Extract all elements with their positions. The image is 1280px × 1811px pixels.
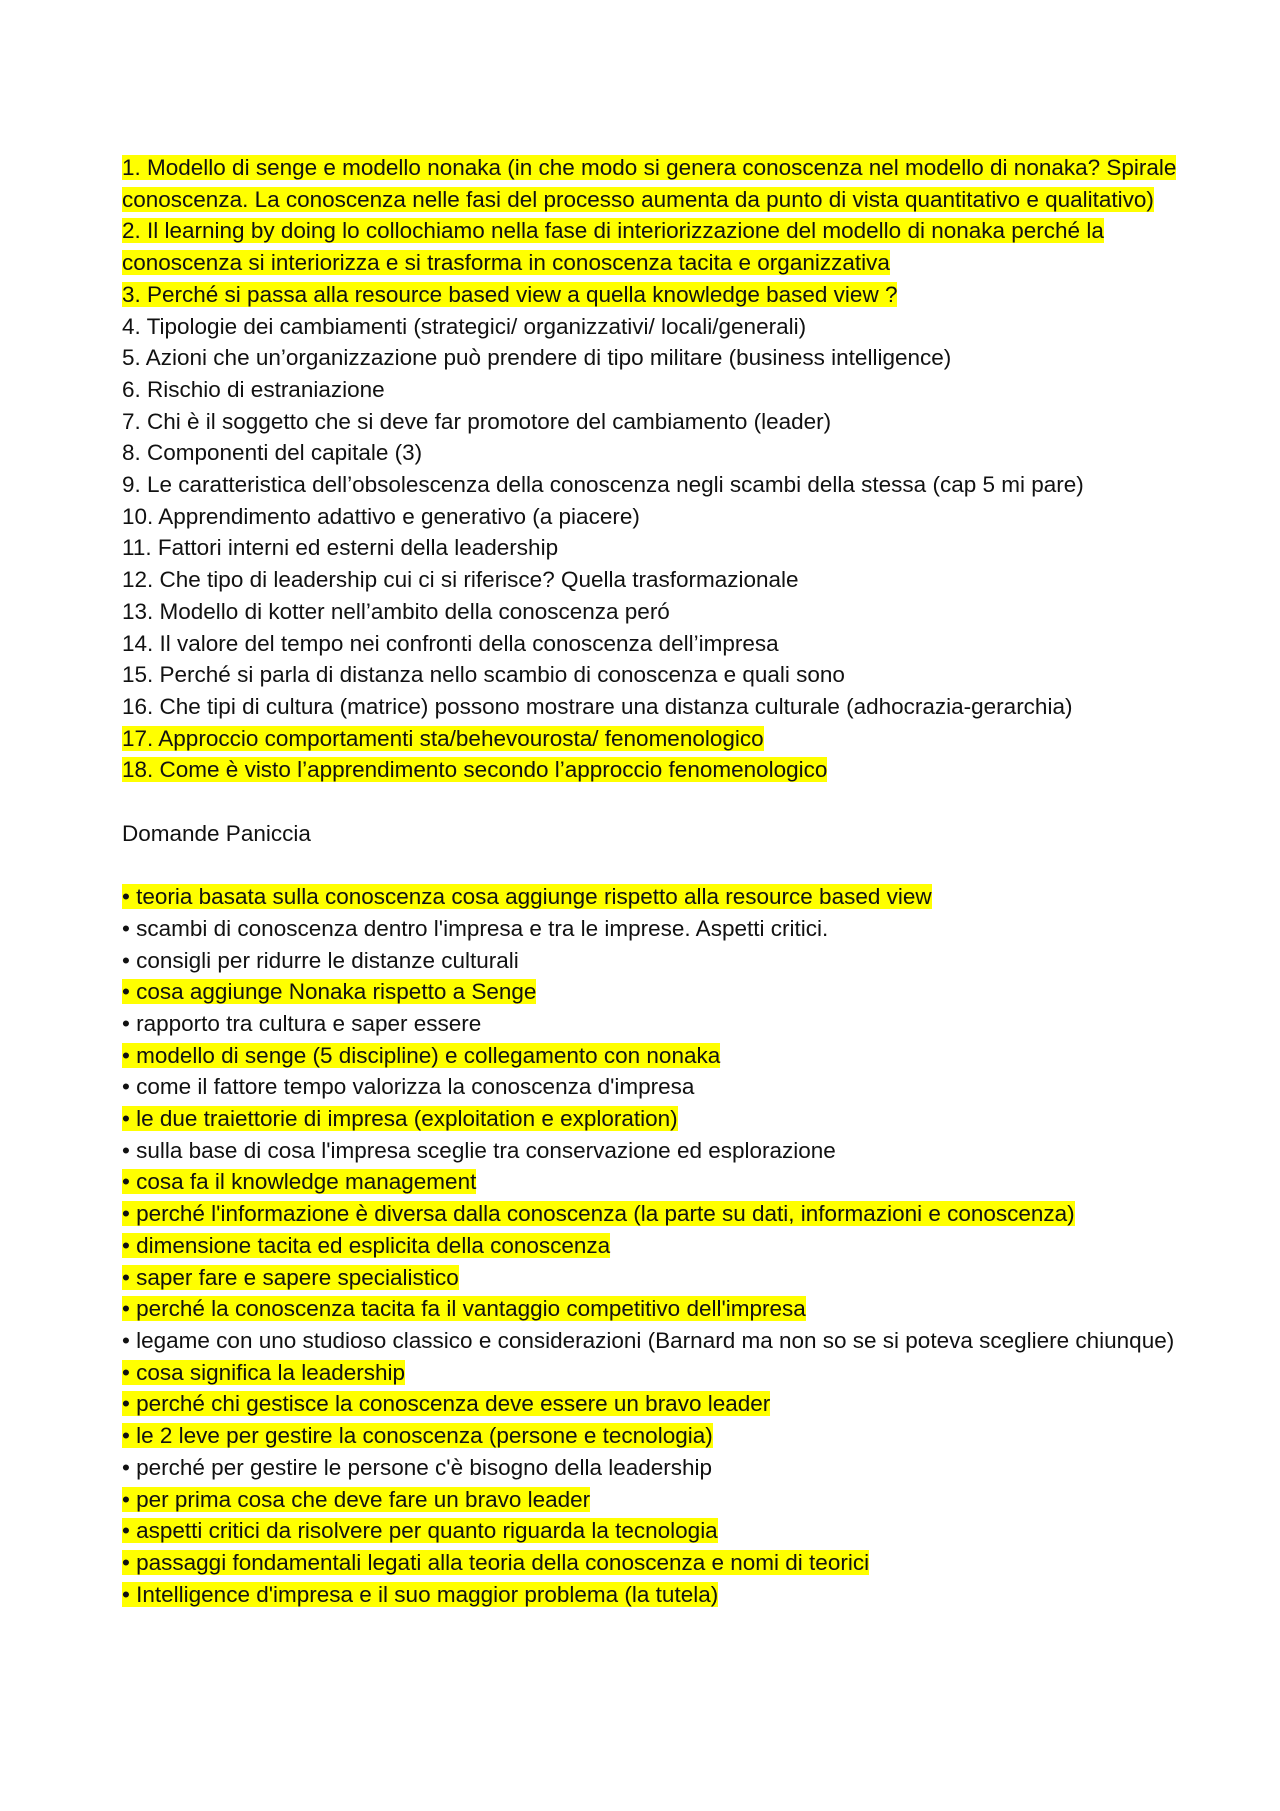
document-page [122,152,1182,1610]
list-item-text: 8. Componenti del capitale (3) [122,440,423,466]
list-item-text: 9. Le caratteristica dell’obsolescenza della conoscenza negli scambi della stessa (cap 5 mi pare) [122,472,1084,498]
list-item [122,564,1182,596]
list-item-text: 14. Il valore del tempo nei confronti della conoscenza dell’impresa [122,630,779,656]
list-item-text: • aspetti critici da risolvere per quanto riguarda la tecnologia [122,1518,718,1544]
list-item [122,1262,1182,1294]
list-item-text: • Intelligence d'impresa e il suo maggior problema (la tutela) [122,1581,719,1607]
list-item-text: • le due traiettorie di impresa (exploitation e exploration) [122,1106,678,1132]
paragraph-spacer [122,786,1182,818]
list-item [122,691,1182,723]
paragraph-spacer [122,849,1182,881]
list-item-text: 18. Come è visto l’apprendimento secondo l’approccio fenomenologico [122,757,828,783]
list-item [122,152,1182,215]
list-item [122,1452,1182,1484]
list-item [122,406,1182,438]
list-item-text: • dimensione tacita ed esplicita della conoscenza [122,1232,611,1258]
list-item-text: 16. Che tipi di cultura (matrice) possono mostrare una distanza culturale (adhocrazia-gerarchia) [122,693,1073,719]
list-item-text: 1. Modello di senge e modello nonaka (in che modo si genera conoscenza nel modello di nonaka? Spirale conoscenza. La conoscenza nelle fasi del processo aumenta da punto di vista quantitativo e qualitativo) [122,155,1177,212]
list-item [122,1135,1182,1167]
list-item [122,976,1182,1008]
list-item-text: 4. Tipologie dei cambiamenti (strategici/ organizzativi/ locali/generali) [122,313,807,339]
list-item [122,532,1182,564]
list-item [122,1008,1182,1040]
list-item-text: • perché la conoscenza tacita fa il vantaggio competitivo dell'impresa [122,1296,806,1322]
list-item [122,1166,1182,1198]
list-item-text: • cosa fa il knowledge management [122,1169,477,1195]
section-title: Domande Paniccia [122,820,311,846]
list-item-text: 2. Il learning by doing lo collochiamo nella fase di interiorizzazione del modello di nonaka perché la conoscenza si interiorizza e si trasforma in conoscenza tacita e organizzativa [122,218,1104,276]
list-item [122,1484,1182,1516]
list-item [122,1388,1182,1420]
list-item [122,659,1182,691]
list-item-text: 10. Apprendimento adattivo e generativo (a piacere) [122,503,640,529]
list-item [122,881,1182,913]
list-item-text: 5. Azioni che un’organizzazione può prendere di tipo militare (business intelligence) [122,345,952,371]
list-item [122,501,1182,533]
list-item-text: 7. Chi è il soggetto che si deve far promotore del cambiamento (leader) [122,408,832,434]
list-item [122,596,1182,628]
list-item [122,1230,1182,1262]
list-item [122,311,1182,343]
list-item [122,1198,1182,1230]
list-item-text: • rapporto tra cultura e saper essere [122,1010,482,1036]
list-item-text: 3. Perché si passa alla resource based view a quella knowledge based view ? [122,281,898,307]
list-item [122,469,1182,501]
numbered-question-list [122,152,1182,786]
list-item [122,1293,1182,1325]
list-item [122,1420,1182,1452]
list-item [122,1357,1182,1389]
list-item-text: 17. Approccio comportamenti sta/behevourosta/ fenomenologico [122,725,764,751]
list-item [122,913,1182,945]
list-item-text: • teoria basata sulla conoscenza cosa aggiunge rispetto alla resource based view [122,884,932,910]
list-item-text: • come il fattore tempo valorizza la conoscenza d'impresa [122,1074,695,1100]
list-item-text: • perché l'informazione è diversa dalla conoscenza (la parte su dati, informazioni e conoscenza) [122,1201,1075,1227]
list-item [122,215,1182,278]
list-item-text: • perché per gestire le persone c'è bisogno della leadership [122,1454,713,1480]
list-item-text: • sulla base di cosa l'impresa sceglie tra conservazione ed esplorazione [122,1137,836,1163]
list-item [122,1103,1182,1135]
list-item-text: • modello di senge (5 discipline) e collegamento con nonaka [122,1042,721,1068]
list-item-text: • consigli per ridurre le distanze culturali [122,947,519,973]
list-item [122,1547,1182,1579]
list-item-text: • cosa significa la leadership [122,1359,406,1385]
list-item [122,945,1182,977]
list-item-text: 12. Che tipo di leadership cui ci si riferisce? Quella trasformazionale [122,567,799,593]
list-item [122,279,1182,311]
list-item-text: 6. Rischio di estraniazione [122,376,385,402]
list-item [122,723,1182,755]
list-item-text: • le 2 leve per gestire la conoscenza (persone e tecnologia) [122,1423,713,1449]
list-item-text: 13. Modello di kotter nell’ambito della conoscenza peró [122,598,670,624]
list-item [122,1579,1182,1611]
list-item [122,374,1182,406]
list-item-text: • passaggi fondamentali legati alla teoria della conoscenza e nomi di teorici [122,1549,870,1575]
list-item [122,1515,1182,1547]
list-item-text: • legame con uno studioso classico e considerazioni (Barnard ma non so se si poteva scegliere chiunque) [122,1327,1175,1353]
list-item-text: • per prima cosa che deve fare un bravo leader [122,1486,591,1512]
list-item [122,628,1182,660]
list-item-text: • perché chi gestisce la conoscenza deve essere un bravo leader [122,1391,771,1417]
list-item [122,342,1182,374]
list-item [122,754,1182,786]
list-item [122,1071,1182,1103]
list-item-text: 15. Perché si parla di distanza nello scambio di conoscenza e quali sono [122,662,845,688]
list-item-text: • scambi di conoscenza dentro l'impresa e tra le imprese. Aspetti critici. [122,915,829,941]
list-item-text: • saper fare e sapere specialistico [122,1264,459,1290]
list-item [122,437,1182,469]
bullet-question-list [122,881,1182,1610]
list-item [122,1325,1182,1357]
list-item-text: 11. Fattori interni ed esterni della leadership [122,535,559,561]
list-item [122,1040,1182,1072]
list-item-text: • cosa aggiunge Nonaka rispetto a Senge [122,979,537,1005]
